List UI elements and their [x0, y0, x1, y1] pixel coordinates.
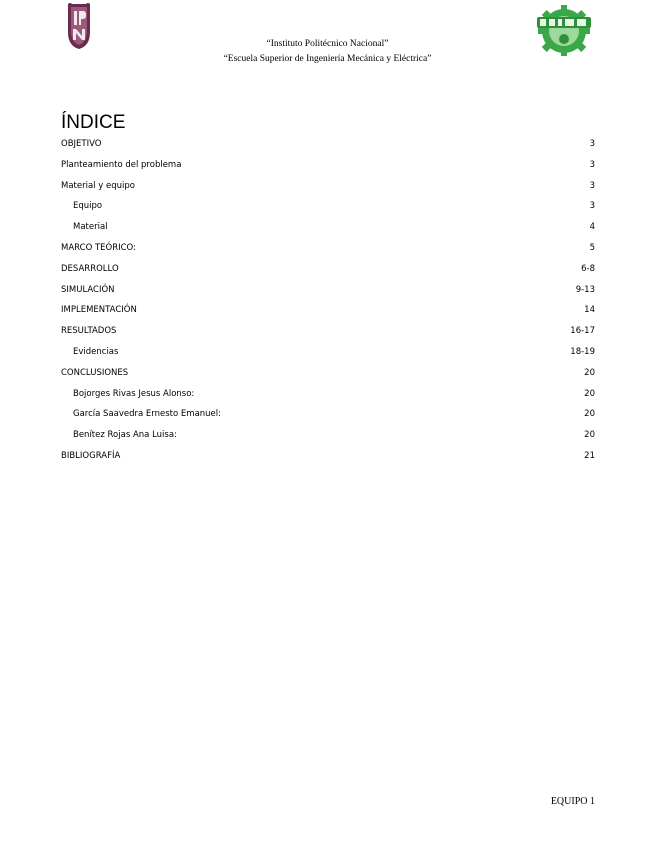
toc-entry-page: 18-19 — [570, 346, 595, 357]
toc-entry[interactable] — [61, 404, 595, 425]
toc-entry[interactable] — [61, 363, 595, 384]
toc-entry-label: Material y equipo — [61, 180, 135, 191]
toc-entry-label: Equipo — [73, 201, 103, 212]
toc-entry-label: Planteamiento del problema — [61, 159, 182, 170]
toc-entry[interactable] — [61, 300, 595, 321]
toc-entry[interactable] — [61, 342, 595, 363]
toc-entry-page: 20 — [584, 388, 595, 399]
toc-entry-label: MARCO TEÓRICO: — [61, 242, 136, 253]
toc-entry-page: 6-8 — [581, 263, 595, 274]
toc-entry-label: RESULTADOS — [61, 326, 117, 337]
toc-entry-label: DESARROLLO — [61, 263, 119, 274]
table-of-contents — [61, 134, 595, 467]
toc-entry[interactable] — [61, 446, 595, 467]
toc-entry[interactable] — [61, 384, 595, 405]
toc-entry-label: IMPLEMENTACIÓN — [61, 305, 137, 316]
toc-entry-label: Bojorges Rivas Jesus Alonso: — [73, 388, 195, 399]
toc-entry[interactable] — [61, 176, 595, 197]
toc-entry-label: Material — [73, 222, 108, 233]
toc-entry-page: 20 — [584, 367, 595, 378]
toc-entry[interactable] — [61, 280, 595, 301]
toc-entry[interactable] — [61, 259, 595, 280]
toc-entry[interactable] — [61, 196, 595, 217]
toc-entry-label: García Saavedra Ernesto Emanuel: — [73, 409, 222, 420]
toc-entry[interactable] — [61, 155, 595, 176]
toc-entry-label: Benítez Rojas Ana Luisa: — [73, 430, 177, 441]
toc-entry[interactable] — [61, 217, 595, 238]
toc-entry-label: Evidencias — [73, 346, 119, 357]
institute-name: “Instituto Politécnico Nacional” — [266, 39, 389, 49]
toc-entry-page: 9-13 — [575, 284, 595, 295]
toc-entry-label: OBJETIVO — [61, 139, 102, 149]
toc-entry-page: 3 — [589, 139, 595, 149]
toc-title: ÍNDICE — [61, 112, 126, 133]
toc-entry[interactable] — [61, 321, 595, 342]
toc-entry-page: 14 — [584, 305, 595, 316]
toc-entry-label: BIBLIOGRAFÍA — [61, 450, 121, 461]
toc-entry[interactable] — [61, 238, 595, 259]
toc-entry[interactable] — [61, 134, 595, 155]
toc-entry-page: 3 — [589, 201, 595, 212]
toc-entry-page: 16-17 — [570, 326, 595, 337]
toc-entry-page: 21 — [584, 450, 595, 461]
toc-entry-page: 4 — [589, 222, 595, 233]
toc-entry-label: CONCLUSIONES — [61, 367, 129, 378]
toc-entry[interactable] — [61, 425, 595, 446]
toc-entry-page: 5 — [589, 242, 595, 253]
school-name: “Escuela Superior de Ingeniería Mecánica y Eléctrica” — [223, 54, 432, 64]
toc-entry-label: SIMULACIÓN — [61, 284, 115, 295]
toc-entry-page: 20 — [584, 430, 595, 441]
toc-entry-page: 3 — [589, 159, 595, 170]
toc-entry-page: 3 — [589, 180, 595, 191]
toc-entry-page: 20 — [584, 409, 595, 420]
page-footer: EQUIPO 1 — [550, 796, 595, 807]
